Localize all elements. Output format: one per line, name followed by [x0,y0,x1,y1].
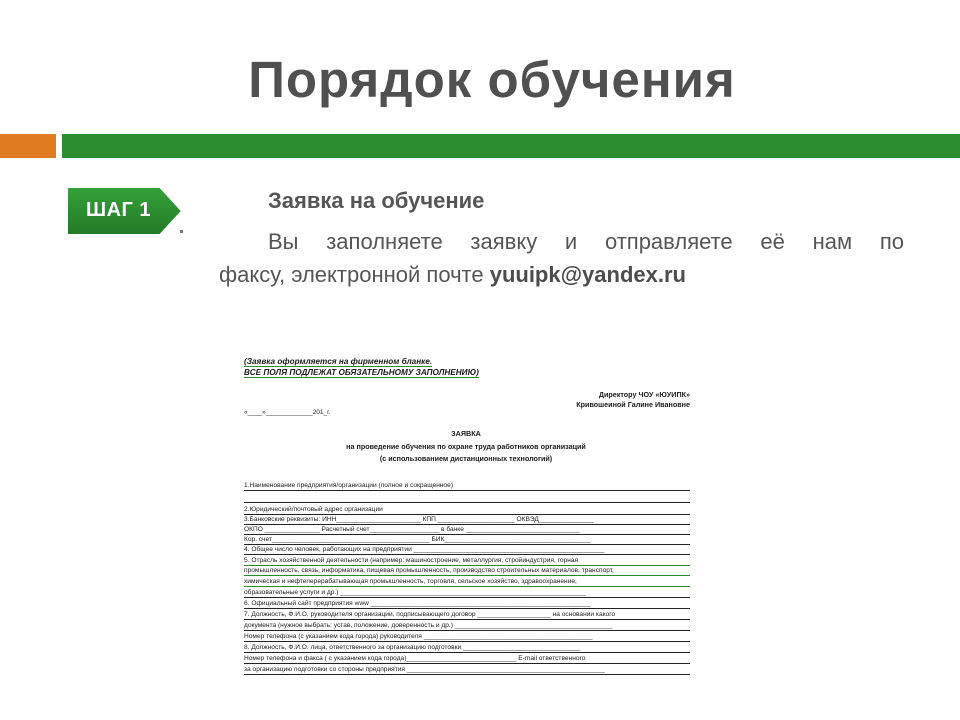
form-director-1: Директору ЧОУ «ЮУИПК» [598,390,690,399]
form-line: 6. Официальный сайт предприятия www ____________________________________________________________ [244,599,690,609]
form-line: 8. Должность, Ф.И.О. лица, ответственного за организацию подготовки ________________________________ [244,643,690,653]
email-address: yuuipk@yandex.ru [489,262,686,287]
step-label: ШАГ 1 [86,199,152,221]
form-line: Кор. счет___________________________________________ БИК________________________________________ [244,535,690,545]
form-note-1: (Заявка оформляется на фирменном бланке. [244,357,433,366]
form-line: 4. Общее число человек, работающих на предприятии ____________________________________________________ [244,545,690,555]
step-badge [66,186,184,236]
form-director-2: Кривошеиной Галине Ивановне [576,400,690,409]
accent-bar-orange [0,134,56,158]
form-line: 5. Отрасль хозяйственной деятельности (например: машиностроение, металлургия, стройиндустрия, горная [244,556,690,566]
form-line: образовательные услуги и др.) ___________________________________________________________________ [244,588,690,598]
form-line: 3.Банковские реквизиты: ИНН_______________________ КПП _____________________ ОКВЭД_______________ [244,515,690,525]
form-line: документа (нужное выбрать: устав, положение, доверенность и др.) ___________________________________________ [244,621,690,631]
decorative-dot [180,230,183,233]
page-title: Порядок обучения [248,51,736,108]
accent-bar-green [62,134,960,158]
form-line: Номер телефона и факса ( с указанием кода города)______________________________ E-mail ответственного [244,654,690,664]
form-date: «____»_____________201_г. [244,409,331,416]
form-line: ОКПО _______________ Расчетный счет___________________ в банке _______________________________ [244,525,690,535]
body-text-line2 [219,262,686,288]
form-line: 7. Должность, Ф.И.О. руководителя организации, подписывающего договор ____________________ на основании какого [244,610,690,620]
section-heading: Заявка на обучение [268,188,485,213]
form-line: промышленность, связь, информатика, пищевая промышленность, производство строительных материалов, транспорт, [244,566,690,576]
form-subtitle: на проведение обучения по охране труда работников организаций [346,442,586,451]
form-line: за организацию подготовки со стороны предприятия ______________________________________________________ [244,665,690,675]
form-line: химическая и нефтеперерабатывающая промышленность, торговля, сельское хозяйство, здравоохранение, [244,577,690,587]
form-line: 1.Наименование предприятия/организации (полное и сокращенное) [244,481,690,491]
form-line: Номер телефона (с указанием кода города) руководителя ______________________________________________ [244,632,690,642]
application-form-image [236,345,700,690]
form-subtitle-2: (с использованием дистанционных технологий) [379,454,553,463]
body-text-line1: Вы заполняете заявку и отправляете её нам по [268,229,904,254]
body-text-prefix: факсу, электронной почте [219,262,490,287]
form-note-2: ВСЕ ПОЛЯ ПОДЛЕЖАТ ОБЯЗАТЕЛЬНОМУ ЗАПОЛНЕНИЮ) [244,368,479,377]
form-line: 2.Юридический/почтовый адрес организации [244,505,690,515]
form-blank-line [244,493,690,503]
form-title: ЗАЯВКА [451,429,481,438]
